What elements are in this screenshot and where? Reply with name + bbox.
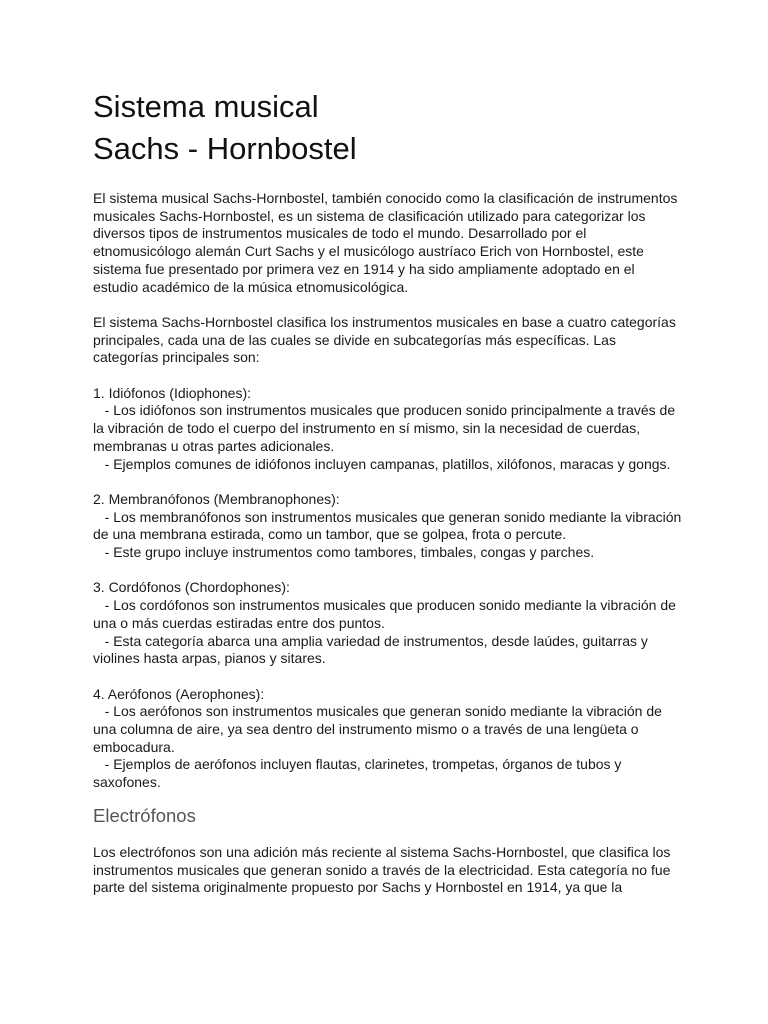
category-heading: 3. Cordófonos (Chordophones): bbox=[93, 579, 290, 596]
section-heading-electrofonos: Electrófonos bbox=[93, 804, 196, 826]
title-line-1: Sistema musical bbox=[93, 89, 319, 124]
intro-paragraph-1: El sistema musical Sachs-Hornbostel, también conocido como la clasificación de instrumentos musicales Sachs-Hornbostel, es un sistema de clasificación utilizado para categorizar los diversos tipos de instrumentos musicales de todo el mundo. Desarrollado por el etnomusicólogo alemán Curt Sachs y el musicólogo austríaco Erich von Hornbostel, este sistema fue presentado por primera vez en 1914 y ha sido ampliamente adoptado en el estudio académico de la música etnomusicológica. bbox=[93, 190, 678, 295]
category-aerofonos bbox=[93, 686, 683, 792]
category-bullet: - Los membranófonos son instrumentos musicales que generan sonido mediante la vibración de una membrana estirada, como un tambor, que se golpea, frota o percute. bbox=[93, 508, 686, 543]
category-bullet: - Esta categoría abarca una amplia variedad de instrumentos, desde laúdes, guitarras y violines hasta arpas, pianos y sitares. bbox=[93, 632, 652, 667]
document-page bbox=[93, 86, 686, 897]
category-cordofonos bbox=[93, 579, 683, 668]
category-bullet: - Este grupo incluye instrumentos como tambores, timbales, congas y parches. bbox=[93, 544, 595, 561]
electrofonos-paragraph: Los electrófonos son una adición más reciente al sistema Sachs-Hornbostel, que clasifica los instrumentos musicales que generan sonido a través de la electricidad. Esta categoría no fue parte del sistema originalmente propuesto por Sachs y Hornbostel en 1914, ya que la bbox=[93, 843, 671, 896]
category-bullet: - Ejemplos de aerófonos incluyen flautas, clarinetes, trompetas, órganos de tubos y saxofones. bbox=[93, 756, 626, 791]
document-title bbox=[93, 86, 683, 170]
category-bullet: - Los aerófonos son instrumentos musicales que generan sonido mediante la vibración de una columna de aire, ya sea dentro del instrumento mismo o a través de una lengüeta o embocadura. bbox=[93, 703, 666, 755]
category-heading: 4. Aerófonos (Aerophones): bbox=[93, 685, 265, 702]
category-heading: 1. Idiófonos (Idiophones): bbox=[93, 384, 251, 401]
title-line-2: Sachs - Hornbostel bbox=[93, 131, 357, 166]
category-membranofonos bbox=[93, 490, 686, 562]
category-idiofonos bbox=[93, 385, 683, 474]
category-heading: 2. Membranófonos (Membranophones): bbox=[93, 490, 340, 507]
category-bullet: - Los cordófonos son instrumentos musicales que producen sonido mediante la vibración de una o más cuerdas estiradas entre dos puntos. bbox=[93, 597, 680, 631]
intro-paragraph-2: El sistema Sachs-Hornbostel clasifica los instrumentos musicales en base a cuatro categorías principales, cada una de las cuales se divide en subcategorías más específicas. Las categorías principales son: bbox=[93, 313, 676, 366]
category-bullet: - Ejemplos comunes de idiófonos incluyen campanas, platillos, xilófonos, maracas y gongs. bbox=[93, 455, 671, 472]
category-bullet: - Los idiófonos son instrumentos musicales que producen sonido principalmente a través de la vibración de todo el cuerpo del instrumento en sí mismo, sin la necesidad de cuerdas, membranas u otras partes adicionales. bbox=[93, 402, 679, 454]
